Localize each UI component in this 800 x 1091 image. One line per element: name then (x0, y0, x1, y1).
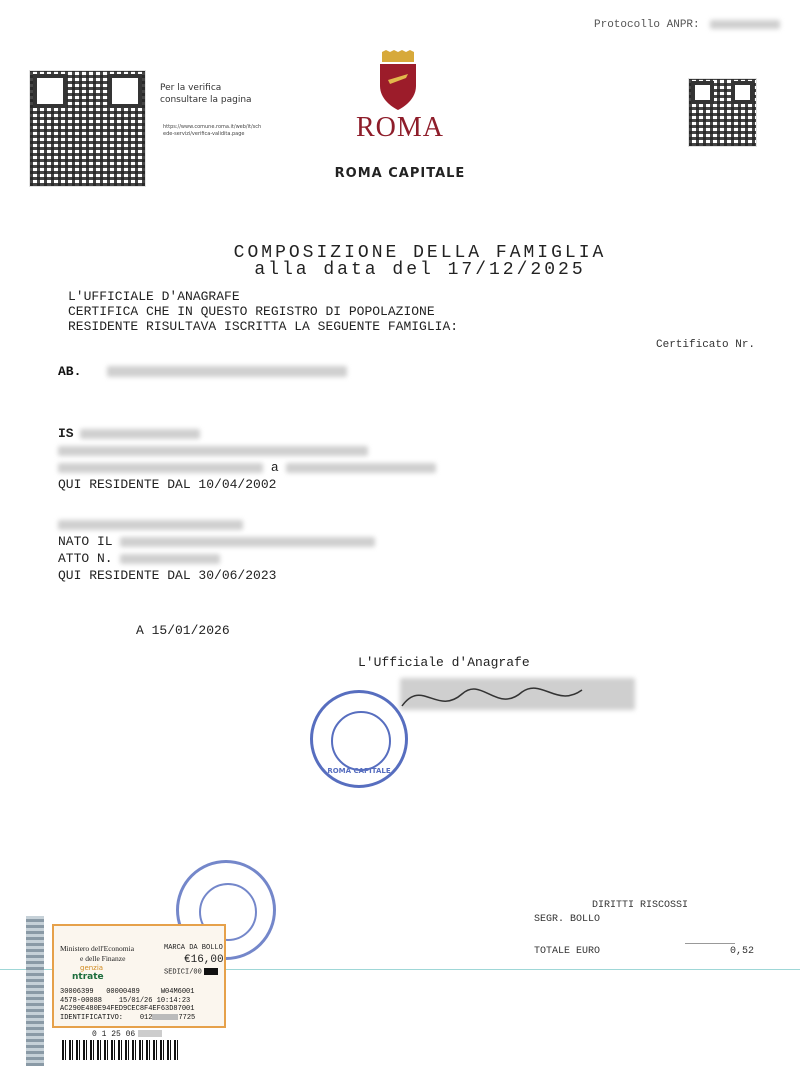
signature (392, 668, 642, 723)
protocol-number-redacted (710, 20, 780, 29)
agency-logo: genzia ntrate (72, 964, 104, 982)
fees-segr-label: SEGR. BOLLO (534, 914, 601, 925)
document-title: COMPOSIZIONE DELLA FAMIGLIA (233, 243, 607, 263)
stamp-serial: 0 1 25 06 (92, 1030, 162, 1039)
member-1-details-redacted (58, 463, 263, 473)
stamp-holographic-strip (26, 916, 44, 1066)
verification-note: Per la verifica consultare la pagina (160, 83, 252, 105)
issue-date: A 15/01/2026 (136, 623, 230, 638)
signature-label: L'Ufficiale d'Anagrafe (358, 655, 530, 670)
member-2-act-redacted (120, 554, 220, 564)
member-1-place-redacted (286, 463, 436, 473)
stamp-codes: 30006399 00000489 W04M6001 4578-00088 15/01/26 10:14:23 AC290E480E94FED9CEC8F4EF63D87001 IDENTIFICATIVO: 012 7725 (60, 988, 196, 1022)
ministry-label: Ministero dell'Economia e delle Finanze (60, 944, 135, 963)
fees-total-label: TOTALE EURO (534, 946, 601, 957)
address-line: AB. (58, 364, 347, 379)
member-2-birth-redacted (120, 537, 375, 547)
intro-text: L'UFFICIALE D'ANAGRAFE CERTIFICA CHE IN QUESTO REGISTRO DI POPOLAZIONE RESIDENTE RISULTAVA ISCRITTA LA SEGUENTE FAMIGLIA: (68, 289, 459, 334)
member-1-birth-redacted (58, 446, 368, 456)
stamp-barcode (62, 1040, 180, 1060)
verification-qr-code (29, 70, 146, 187)
authority-name: ROMA CAPITALE (334, 166, 466, 181)
municipal-stamp: ROMA CAPITALE (310, 690, 408, 788)
certificate-number-label: Certificato Nr. (656, 339, 756, 351)
member-2-residence: QUI RESIDENTE DAL 30/06/2023 (58, 568, 277, 583)
revenue-stamp (52, 924, 226, 1028)
fees-title: DIRITTI RISCOSSI (592, 900, 689, 911)
family-member-1: IS a QUI RESIDENTE DAL 10/04/2002 (58, 425, 436, 493)
fees-total-value: 0,52 (730, 946, 755, 957)
member-2-name-redacted (58, 520, 243, 530)
address-redacted (107, 366, 347, 377)
fees-separator (685, 943, 735, 944)
stamp-amount: €16,00 (184, 954, 224, 966)
stamp-amount-words: SEDICI/00 (164, 968, 218, 976)
document-date: alla data del 17/12/2025 (254, 260, 586, 280)
anpr-qr-code (688, 78, 757, 147)
roma-crest-icon (370, 50, 426, 114)
verification-url: https://www.comune.roma.it/web/it/schede-servizi/verifica-validita.page (163, 124, 262, 137)
marca-label: MARCA DA BOLLO (164, 944, 223, 952)
member-1-name-redacted (80, 429, 200, 439)
protocol-label: Protocollo ANPR: (594, 19, 780, 31)
family-member-2: NATO IL ATTO N. QUI RESIDENTE DAL 30/06/2023 (58, 516, 375, 584)
city-name: ROMA (355, 112, 444, 143)
member-1-residence: QUI RESIDENTE DAL 10/04/2002 (58, 477, 277, 492)
